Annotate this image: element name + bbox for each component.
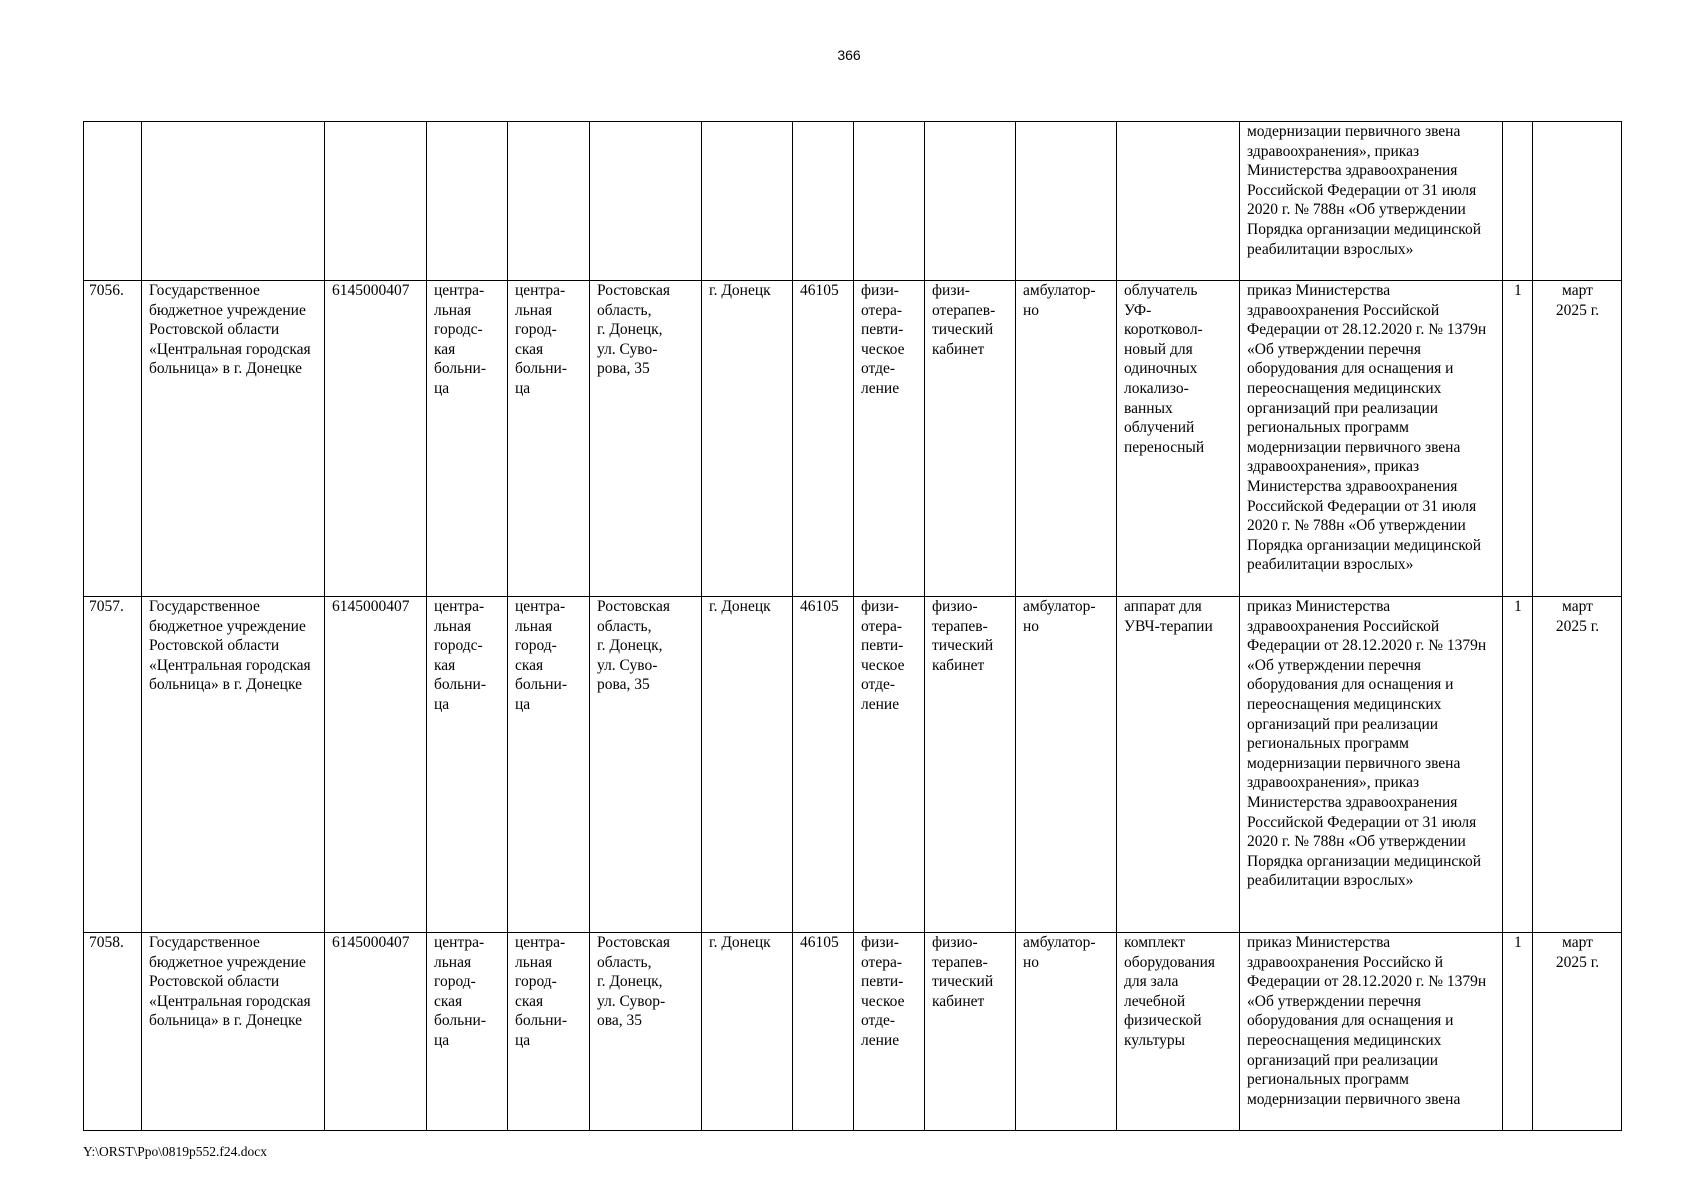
cell-department: физи- отера- певти- ческое отде- ление xyxy=(854,597,925,933)
table-row xyxy=(84,122,1622,281)
cell-quantity: 1 xyxy=(1503,597,1533,933)
cell-department: физи- отера- певти- ческое отде- ление xyxy=(854,281,925,597)
cell-cabinet xyxy=(925,122,1016,281)
cell-cabinet: физио- терапев- тический кабинет xyxy=(925,933,1016,1131)
cell-type-2: центра- льная город- ская больни- ца xyxy=(508,933,590,1131)
cell-code: 46105 xyxy=(793,597,854,933)
cell-type-1: центра- льная городс- кая больни- ца xyxy=(427,597,508,933)
cell-mode: амбулатор- но xyxy=(1016,597,1117,933)
cell-mode: амбулатор- но xyxy=(1016,281,1117,597)
cell-city: г. Донецк xyxy=(702,281,793,597)
cell-inn: 6145000407 xyxy=(325,597,427,933)
cell-cabinet: физио- терапев- тический кабинет xyxy=(925,597,1016,933)
cell-mode: амбулатор- но xyxy=(1016,933,1117,1131)
cell-equipment: аппарат для УВЧ-терапии xyxy=(1117,597,1240,933)
cell-basis: приказ Министерства здравоохранения Российской Федерации от 28.12.2020 г. № 1379н «Об утверждении перечня оборудования для оснащения и переоснащения медицинских организаций при реализации региональных программ модернизации первичного звена здравоохранения», приказ Министерства здравоохранения Российской Федерации от 31 июля 2020 г. № 788н «Об утверждении Порядка организации медицинской реабилитации взрослых» xyxy=(1240,281,1503,597)
table-row xyxy=(84,281,1622,597)
cell-address: Ростовская область, г. Донецк, ул. Суво- рова, 35 xyxy=(590,281,702,597)
equipment-table xyxy=(83,121,1622,1131)
cell-equipment: комплект оборудования для зала лечебной физической культуры xyxy=(1117,933,1240,1131)
page-number: 366 xyxy=(837,47,861,63)
cell-city: г. Донецк xyxy=(702,933,793,1131)
cell-inn: 6145000407 xyxy=(325,933,427,1131)
cell-number xyxy=(84,122,142,281)
cell-organization: Государственное бюджетное учреждение Ростовской области «Центральная городская больница» в г. Донецке xyxy=(142,597,325,933)
cell-number: 7056. xyxy=(84,281,142,597)
cell-type-2 xyxy=(508,122,590,281)
cell-quantity: 1 xyxy=(1503,281,1533,597)
cell-address: Ростовская область, г. Донецк, ул. Сувор- ова, 35 xyxy=(590,933,702,1131)
cell-type-1 xyxy=(427,122,508,281)
cell-basis: приказ Министерства здравоохранения Российско й Федерации от 28.12.2020 г. № 1379н «Об утверждении перечня оборудования для оснащения и переоснащения медицинских организаций при реализации региональных программ модернизации первичного звена xyxy=(1240,933,1503,1131)
cell-number: 7057. xyxy=(84,597,142,933)
footer-file-path: Y:\ORST\Ppo\0819p552.f24.docx xyxy=(83,1144,268,1159)
cell-address: Ростовская область, г. Донецк, ул. Суво- рова, 35 xyxy=(590,597,702,933)
cell-quantity: 1 xyxy=(1503,933,1533,1131)
cell-inn xyxy=(325,122,427,281)
cell-organization: Государственное бюджетное учреждение Ростовской области «Центральная городская больница» в г. Донецке xyxy=(142,933,325,1131)
cell-cabinet: физи- отерапев- тический кабинет xyxy=(925,281,1016,597)
cell-inn: 6145000407 xyxy=(325,281,427,597)
cell-department: физи- отера- певти- ческое отде- ление xyxy=(854,933,925,1131)
cell-date: март 2025 г. xyxy=(1533,281,1622,597)
cell-date: март 2025 г. xyxy=(1533,933,1622,1131)
cell-city xyxy=(702,122,793,281)
cell-code: 46105 xyxy=(793,933,854,1131)
cell-address xyxy=(590,122,702,281)
cell-date: март 2025 г. xyxy=(1533,597,1622,933)
cell-organization xyxy=(142,122,325,281)
cell-equipment: облучатель УФ- коротковол- новый для одиночных локализо- ванных облучений переносный xyxy=(1117,281,1240,597)
cell-basis: приказ Министерства здравоохранения Российской Федерации от 28.12.2020 г. № 1379н «Об утверждении перечня оборудования для оснащения и переоснащения медицинских организаций при реализации региональных программ модернизации первичного звена здравоохранения», приказ Министерства здравоохранения Российской Федерации от 31 июля 2020 г. № 788н «Об утверждении Порядка организации медицинской реабилитации взрослых» xyxy=(1240,597,1503,933)
table-row xyxy=(84,597,1622,933)
cell-city: г. Донецк xyxy=(702,597,793,933)
cell-type-1: центра- льная городс- кая больни- ца xyxy=(427,281,508,597)
equipment-table-container xyxy=(83,121,1622,1131)
cell-type-1: центра- льная город- ская больни- ца xyxy=(427,933,508,1131)
cell-code: 46105 xyxy=(793,281,854,597)
cell-organization: Государственное бюджетное учреждение Ростовской области «Центральная городская больница» в г. Донецке xyxy=(142,281,325,597)
cell-date xyxy=(1533,122,1622,281)
cell-basis: модернизации первичного звена здравоохранения», приказ Министерства здравоохранения Российской Федерации от 31 июля 2020 г. № 788н «Об утверждении Порядка организации медицинской реабилитации взрослых» xyxy=(1240,122,1503,281)
cell-number: 7058. xyxy=(84,933,142,1131)
cell-mode xyxy=(1016,122,1117,281)
cell-quantity xyxy=(1503,122,1533,281)
cell-equipment xyxy=(1117,122,1240,281)
cell-code xyxy=(793,122,854,281)
table-row xyxy=(84,933,1622,1131)
cell-type-2: центра- льная город- ская больни- ца xyxy=(508,281,590,597)
cell-type-2: центра- льная город- ская больни- ца xyxy=(508,597,590,933)
cell-department xyxy=(854,122,925,281)
